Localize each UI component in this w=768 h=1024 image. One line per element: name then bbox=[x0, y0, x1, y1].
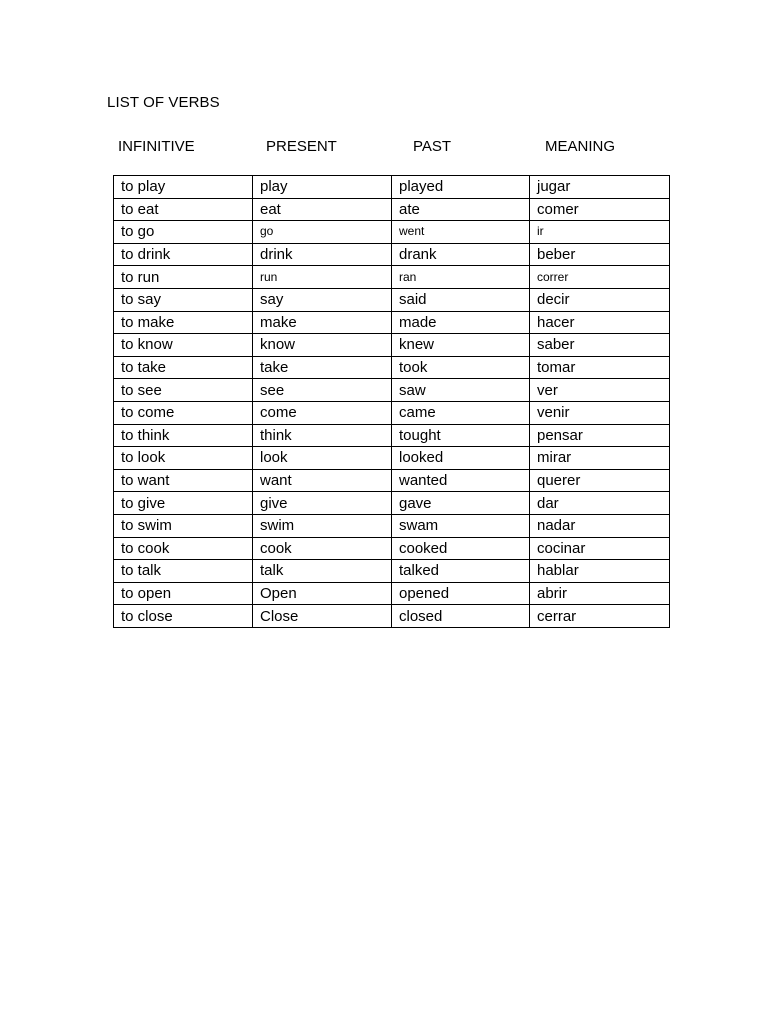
table-cell-meaning: comer bbox=[530, 198, 670, 221]
table-row bbox=[114, 447, 670, 470]
table-cell-infinitive: to talk bbox=[114, 560, 253, 583]
table-cell-infinitive: to cook bbox=[114, 537, 253, 560]
table-cell-present: know bbox=[253, 334, 392, 357]
table-cell-infinitive: to take bbox=[114, 356, 253, 379]
table-cell-present: swim bbox=[253, 514, 392, 537]
table-cell-past: wanted bbox=[392, 469, 530, 492]
table-cell-infinitive: to eat bbox=[114, 198, 253, 221]
table-cell-meaning: pensar bbox=[530, 424, 670, 447]
table-cell-present: run bbox=[253, 266, 392, 289]
table-cell-present: take bbox=[253, 356, 392, 379]
table-row bbox=[114, 311, 670, 334]
table-cell-meaning: beber bbox=[530, 243, 670, 266]
table-row bbox=[114, 176, 670, 199]
column-header-infinitive: INFINITIVE bbox=[118, 138, 195, 155]
table-cell-past: closed bbox=[392, 605, 530, 628]
table-cell-infinitive: to think bbox=[114, 424, 253, 447]
table-cell-past: swam bbox=[392, 514, 530, 537]
table-row bbox=[114, 469, 670, 492]
table-cell-present: drink bbox=[253, 243, 392, 266]
table-cell-past: gave bbox=[392, 492, 530, 515]
table-cell-infinitive: to play bbox=[114, 176, 253, 199]
table-cell-present: look bbox=[253, 447, 392, 470]
table-cell-present: cook bbox=[253, 537, 392, 560]
table-cell-meaning: cocinar bbox=[530, 537, 670, 560]
table-cell-present: give bbox=[253, 492, 392, 515]
table-row bbox=[114, 334, 670, 357]
verb-table bbox=[113, 175, 670, 628]
table-row bbox=[114, 424, 670, 447]
column-header-meaning: MEANING bbox=[545, 138, 616, 155]
table-row bbox=[114, 266, 670, 289]
table-cell-past: saw bbox=[392, 379, 530, 402]
table-cell-present: play bbox=[253, 176, 392, 199]
table-cell-present: talk bbox=[253, 560, 392, 583]
table-cell-meaning: ir bbox=[530, 221, 670, 244]
table-cell-infinitive: to come bbox=[114, 401, 253, 424]
table-cell-past: went bbox=[392, 221, 530, 244]
table-cell-infinitive: to drink bbox=[114, 243, 253, 266]
table-row bbox=[114, 198, 670, 221]
table-cell-present: eat bbox=[253, 198, 392, 221]
table-cell-meaning: tomar bbox=[530, 356, 670, 379]
verb-table-body bbox=[114, 176, 670, 628]
table-cell-past: tought bbox=[392, 424, 530, 447]
table-cell-present: come bbox=[253, 401, 392, 424]
table-row bbox=[114, 560, 670, 583]
table-cell-meaning: correr bbox=[530, 266, 670, 289]
table-cell-meaning: decir bbox=[530, 288, 670, 311]
table-row bbox=[114, 221, 670, 244]
table-cell-meaning: cerrar bbox=[530, 605, 670, 628]
table-cell-infinitive: to look bbox=[114, 447, 253, 470]
table-cell-present: think bbox=[253, 424, 392, 447]
table-cell-infinitive: to go bbox=[114, 221, 253, 244]
table-cell-infinitive: to open bbox=[114, 582, 253, 605]
table-row bbox=[114, 605, 670, 628]
table-cell-present: see bbox=[253, 379, 392, 402]
table-cell-meaning: jugar bbox=[530, 176, 670, 199]
table-cell-past: drank bbox=[392, 243, 530, 266]
table-row bbox=[114, 492, 670, 515]
table-cell-infinitive: to see bbox=[114, 379, 253, 402]
table-cell-meaning: saber bbox=[530, 334, 670, 357]
table-row bbox=[114, 514, 670, 537]
table-cell-present: go bbox=[253, 221, 392, 244]
table-cell-past: cooked bbox=[392, 537, 530, 560]
table-cell-past: took bbox=[392, 356, 530, 379]
column-header-present: PRESENT bbox=[266, 138, 337, 155]
table-cell-infinitive: to close bbox=[114, 605, 253, 628]
table-row bbox=[114, 379, 670, 402]
page-title: LIST OF VERBS bbox=[107, 94, 220, 111]
table-cell-infinitive: to say bbox=[114, 288, 253, 311]
table-cell-past: came bbox=[392, 401, 530, 424]
table-cell-infinitive: to want bbox=[114, 469, 253, 492]
table-cell-meaning: abrir bbox=[530, 582, 670, 605]
table-cell-present: say bbox=[253, 288, 392, 311]
table-row bbox=[114, 288, 670, 311]
table-row bbox=[114, 401, 670, 424]
table-cell-infinitive: to make bbox=[114, 311, 253, 334]
table-row bbox=[114, 582, 670, 605]
table-cell-past: looked bbox=[392, 447, 530, 470]
table-cell-meaning: hablar bbox=[530, 560, 670, 583]
table-cell-past: ate bbox=[392, 198, 530, 221]
table-cell-infinitive: to run bbox=[114, 266, 253, 289]
table-cell-meaning: dar bbox=[530, 492, 670, 515]
table-cell-meaning: ver bbox=[530, 379, 670, 402]
table-cell-meaning: hacer bbox=[530, 311, 670, 334]
table-row bbox=[114, 537, 670, 560]
table-cell-present: make bbox=[253, 311, 392, 334]
table-cell-infinitive: to give bbox=[114, 492, 253, 515]
table-cell-past: made bbox=[392, 311, 530, 334]
table-row bbox=[114, 356, 670, 379]
table-cell-meaning: mirar bbox=[530, 447, 670, 470]
table-cell-meaning: venir bbox=[530, 401, 670, 424]
table-cell-past: opened bbox=[392, 582, 530, 605]
table-cell-past: played bbox=[392, 176, 530, 199]
table-cell-past: talked bbox=[392, 560, 530, 583]
table-cell-infinitive: to swim bbox=[114, 514, 253, 537]
table-cell-past: ran bbox=[392, 266, 530, 289]
table-cell-infinitive: to know bbox=[114, 334, 253, 357]
table-cell-present: Close bbox=[253, 605, 392, 628]
table-cell-meaning: nadar bbox=[530, 514, 670, 537]
table-cell-present: want bbox=[253, 469, 392, 492]
table-row bbox=[114, 243, 670, 266]
table-cell-meaning: querer bbox=[530, 469, 670, 492]
table-cell-past: said bbox=[392, 288, 530, 311]
table-cell-present: Open bbox=[253, 582, 392, 605]
column-header-past: PAST bbox=[413, 138, 452, 155]
table-cell-past: knew bbox=[392, 334, 530, 357]
